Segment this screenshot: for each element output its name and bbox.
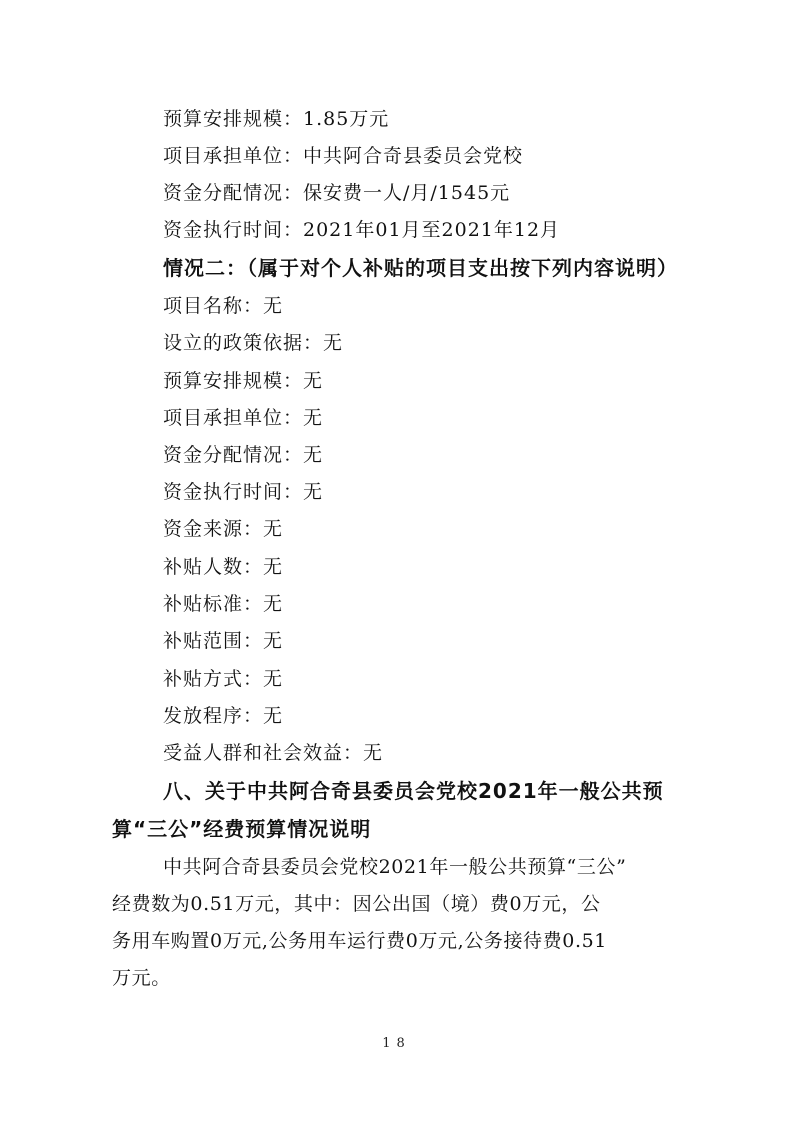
subsidy-method-line: 补贴方式：无 (163, 668, 284, 690)
project-unit-line: 项目承担单位：中共阿合奇县委员会党校 (163, 145, 524, 167)
distribution-procedure-line: 发放程序：无 (163, 705, 284, 727)
three-public-para-line-2: 经费数为0.51万元，其中：因公出国（境）费0万元，公 (112, 893, 601, 915)
fund-allocation-line-2: 资金分配情况：无 (163, 444, 324, 466)
subsidy-count-line: 补贴人数：无 (163, 556, 284, 578)
budget-scale-line: 预算安排规模：1.85万元 (163, 108, 390, 130)
subsidy-scope-line: 补贴范围：无 (163, 630, 284, 652)
policy-basis-line: 设立的政策依据：无 (163, 332, 344, 354)
fund-execution-time-line: 资金执行时间：2021年01月至2021年12月 (163, 219, 561, 241)
three-public-para-line-1: 中共阿合奇县委员会党校2021年一般公共预算“三公” (163, 856, 627, 878)
three-public-para-line-3: 务用车购置0万元,公务用车运行费0万元,公务接待费0.51 (112, 930, 607, 952)
project-unit-line-2: 项目承担单位：无 (163, 407, 324, 429)
three-public-para-line-4: 万元。 (112, 967, 171, 989)
section-eight-heading-cont: 算“三公”经费预算情况说明 (112, 817, 372, 841)
page-number: 18 (382, 1036, 411, 1051)
case-two-heading: 情况二：（属于对个人补贴的项目支出按下列内容说明） (163, 256, 678, 280)
beneficiaries-line: 受益人群和社会效益：无 (163, 742, 384, 764)
fund-allocation-line: 资金分配情况：保安费一人/月/1545元 (163, 182, 511, 204)
budget-scale-line-2: 预算安排规模：无 (163, 370, 324, 392)
fund-source-line: 资金来源：无 (163, 518, 284, 540)
project-name-line: 项目名称：无 (163, 295, 284, 317)
fund-execution-time-line-2: 资金执行时间：无 (163, 481, 324, 503)
subsidy-standard-line: 补贴标准：无 (163, 593, 284, 615)
section-eight-heading: 八、关于中共阿合奇县委员会党校2021年一般公共预 (163, 779, 664, 803)
